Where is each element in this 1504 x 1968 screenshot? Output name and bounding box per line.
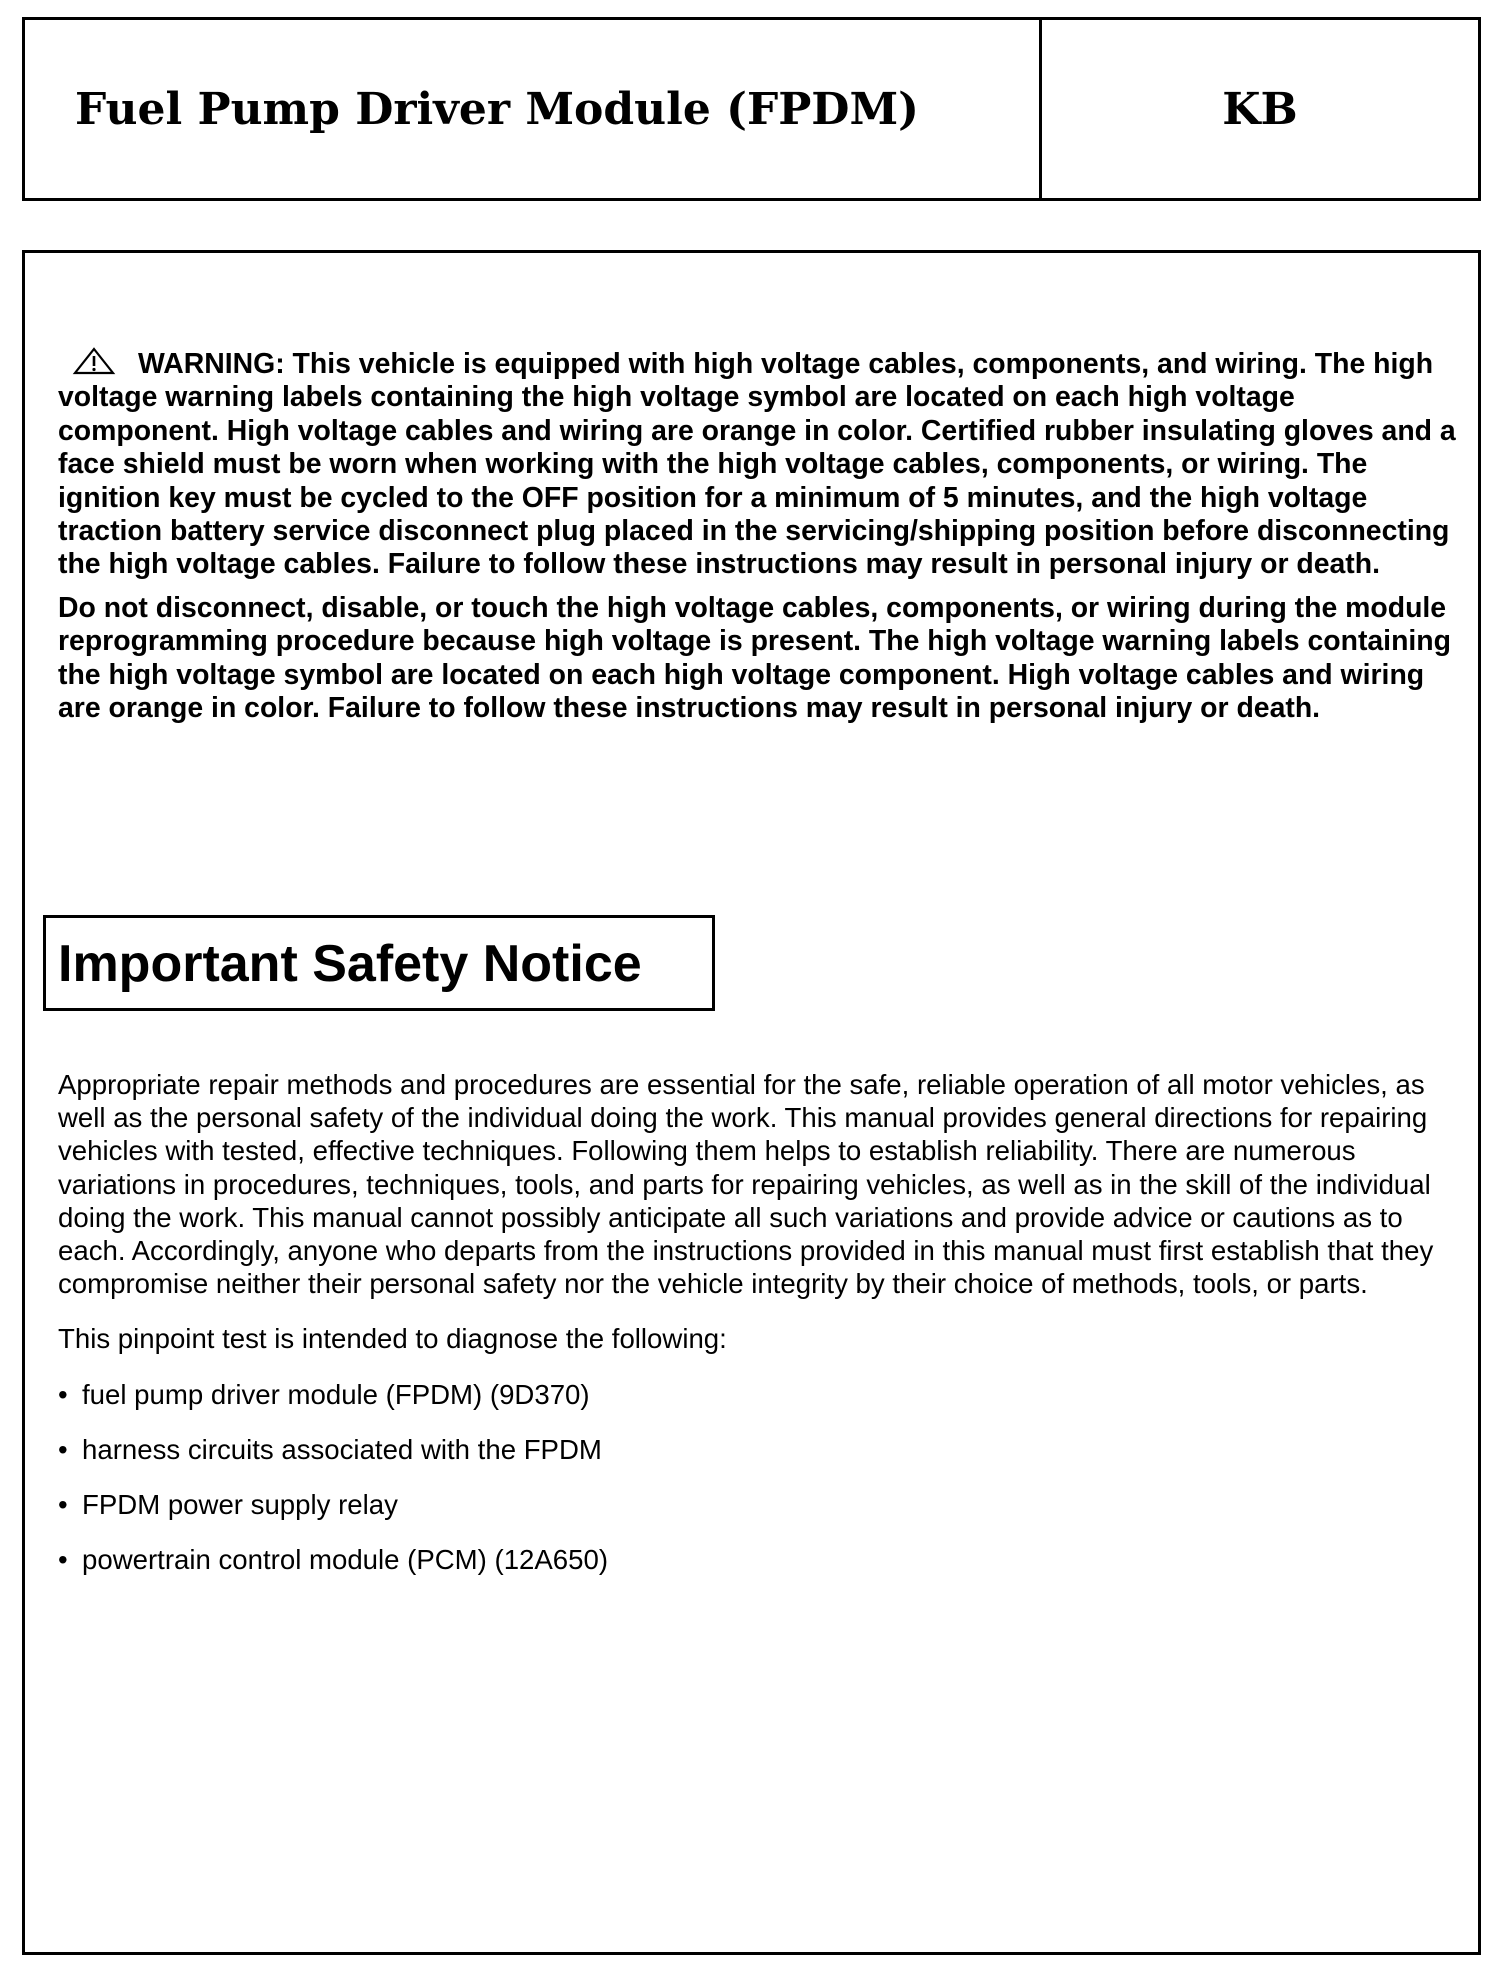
pinpoint-intro: This pinpoint test is intended to diagnose the following: — [58, 1323, 727, 1355]
bullet-icon: • — [58, 1433, 68, 1465]
bullet-icon: • — [58, 1543, 68, 1575]
list-item-text: harness circuits associated with the FPDM — [82, 1433, 602, 1465]
list-item — [58, 1378, 1463, 1411]
list-item — [58, 1543, 1463, 1576]
warning-paragraph-2: Do not disconnect, disable, or touch the high voltage cables, components, or wiring during the module reprogramming procedure because high voltage is present. The high voltage warning labels containing the high voltage symbol are located on each high voltage component. High voltage cables and wiring are orange in color. Failure to follow these instructions may result in personal injury or death. — [58, 591, 1451, 725]
bullet-icon: • — [58, 1378, 68, 1410]
page-title: Fuel Pump Driver Module (FPDM) — [25, 20, 1042, 198]
pinpoint-list — [58, 1378, 1463, 1576]
warning-triangle-icon — [72, 347, 116, 375]
list-item-text: fuel pump driver module (FPDM) (9D370) — [82, 1378, 590, 1410]
safety-notice-heading: Important Safety Notice — [43, 915, 715, 1011]
list-item — [58, 1433, 1463, 1466]
header-box — [22, 17, 1481, 201]
warning-block — [58, 347, 1458, 735]
body-text — [58, 1068, 1463, 1598]
list-item-text: powertrain control module (PCM) (12A650) — [82, 1543, 609, 1575]
list-item-text: FPDM power supply relay — [82, 1488, 398, 1520]
warning-text-1: WARNING: This vehicle is equipped with high voltage cables, components, and wiring. The high voltage warning labels containing the high voltage symbol are located on each high voltage component. High voltage cables and wiring are orange in color. Certified rubber insulating gloves and a face shield must be worn when working with the high voltage cables, components, or wiring. The ignition key must be cycled to the OFF position for a minimum of 5 minutes, and the high voltage traction battery service disconnect plug placed in the servicing/shipping position before disconnecting the high voltage cables. Failure to follow these instructions may result in personal injury or death. — [58, 348, 1456, 581]
content-box — [22, 250, 1481, 1955]
bullet-icon: • — [58, 1488, 68, 1520]
safety-notice-body: Appropriate repair methods and procedures are essential for the safe, reliable operation of all motor vehicles, as well as the personal safety of the individual doing the work. This manual provides general directions for repairing vehicles with tested, effective techniques. Following them helps to establish reliability. There are numerous variations in procedures, techniques, tools, and parts for repairing vehicles, as well as in the skill of the individual doing the work. This manual cannot possibly anticipate all such variations and provide advice or cautions as to each. Accordingly, anyone who departs from the instructions provided in this manual must first establish that they compromise neither their personal safety nor the vehicle integrity by their choice of methods, tools, or parts. — [58, 1069, 1434, 1300]
section-code: KB — [1222, 83, 1298, 135]
warning-paragraph-1 — [58, 347, 1458, 582]
list-item — [58, 1488, 1463, 1521]
